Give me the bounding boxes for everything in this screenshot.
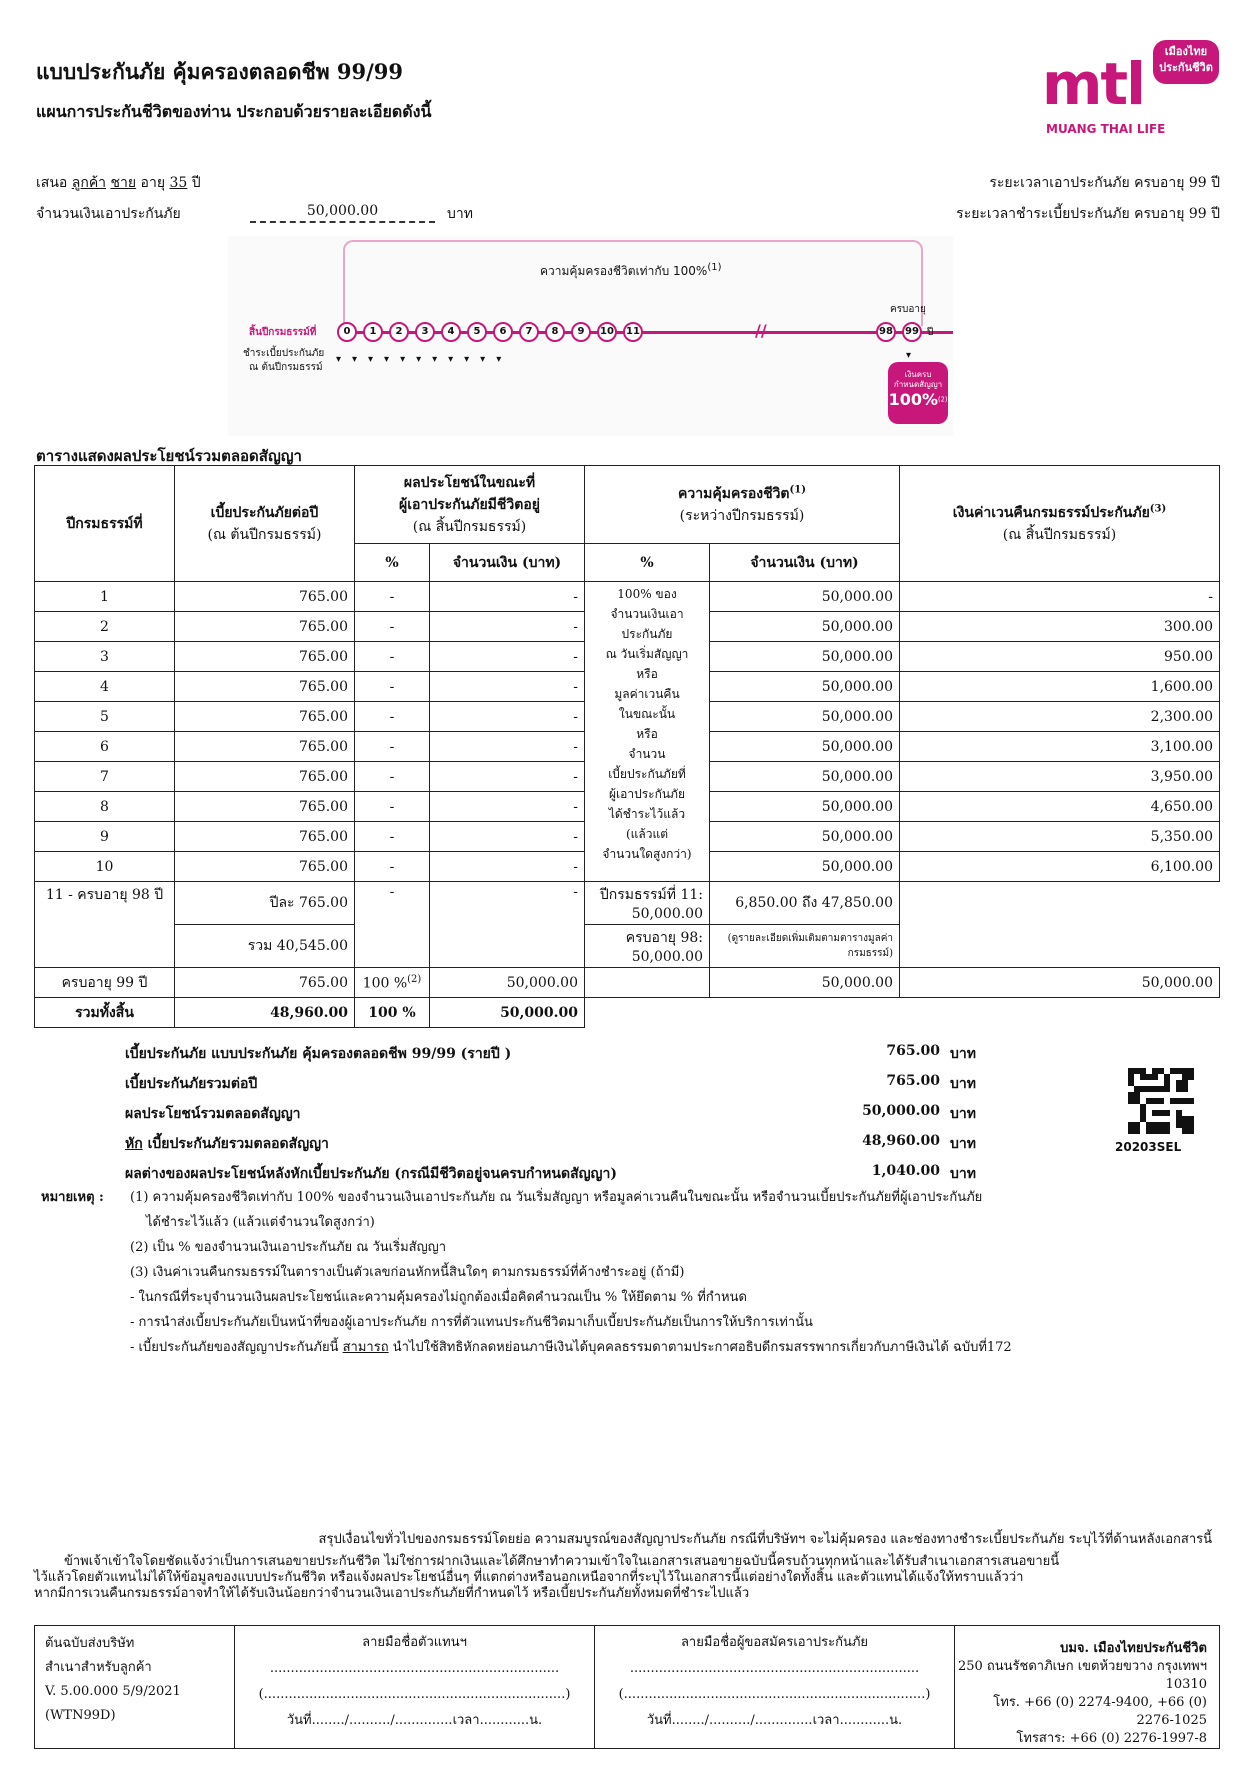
living-amount-cell: - bbox=[430, 762, 585, 792]
timeline-year-1: 1 bbox=[363, 322, 383, 342]
company-info: บมจ. เมืองไทยประกันชีวิต 250 ถนนรัชดาภิเษก เขตห้วยขวาง กรุงเทพฯ 10310 โทร. +66 (0) 2274-9400, +66 (0) 2276-1025 โทรสาร: +66 (0) 2276-1997-8 bbox=[957, 1641, 1207, 1746]
header-year: ปีกรมธรรม์ที่ bbox=[35, 466, 175, 582]
premium-arrows-icon: ▾▾▾▾▾▾▾▾▾▾▾ bbox=[336, 354, 513, 365]
cash-value-cell: 300.00 bbox=[900, 612, 1220, 642]
cover-amount-cell: 50,000.00 bbox=[710, 732, 900, 762]
maturity-premium: 765.00 bbox=[175, 968, 355, 998]
cover-amount-cell: 50,000.00 bbox=[710, 642, 900, 672]
living-pct-cell: - bbox=[355, 792, 430, 822]
timeline-year-8: 8 bbox=[545, 322, 565, 342]
brand-badge: เมืองไทย ประกันชีวิต bbox=[1153, 40, 1219, 84]
remark-2: (2) เป็น % ของจำนวนเงินเอาประกันภัย ณ วันเริ่มสัญญา bbox=[130, 1240, 447, 1255]
remark-bullet-1: - ในกรณีที่ระบุจำนวนเงินผลประโยชน์และความคุ้มครองไม่ถูกต้องเมื่อคิดคำนวณเป็น % ให้ยึดตาม % ที่กำหนด bbox=[130, 1290, 747, 1305]
summary-value: 48,960.00 bbox=[862, 1133, 940, 1149]
summary-label: ผลประโยชน์รวมตลอดสัญญา bbox=[125, 1106, 301, 1122]
range-cash-1: 6,850.00 ถึง 47,850.00 bbox=[710, 882, 900, 925]
signature-box bbox=[34, 1625, 1220, 1749]
coverage-bracket bbox=[343, 240, 923, 326]
premium-cell: 765.00 bbox=[175, 762, 355, 792]
summary-value: 1,040.00 bbox=[871, 1163, 940, 1179]
header-cover-pct: % bbox=[585, 544, 710, 582]
header-living-pct: % bbox=[355, 544, 430, 582]
cover-amount-cell: 50,000.00 bbox=[710, 672, 900, 702]
maturity-cover: 50,000.00 bbox=[710, 968, 900, 998]
cash-value-cell: 3,100.00 bbox=[900, 732, 1220, 762]
timeline-year-11: 11 bbox=[623, 322, 643, 342]
summary-value: 765.00 bbox=[886, 1073, 940, 1089]
living-amount-cell: - bbox=[430, 672, 585, 702]
living-pct-cell: - bbox=[355, 732, 430, 762]
timeline-year-7: 7 bbox=[519, 322, 539, 342]
sum-insured-unit: บาท bbox=[447, 206, 473, 222]
remarks-label: หมายเหตุ : bbox=[41, 1190, 104, 1205]
living-amount-cell: - bbox=[430, 612, 585, 642]
header-premium: เบี้ยประกันภัยต่อปี (ณ ต้นปีกรมธรรม์) bbox=[175, 466, 355, 582]
timeline-coverage-caption: ความคุ้มครองชีวิตเท่ากับ 100%$^{(1)}$ bbox=[540, 262, 722, 278]
timeline-year-9: 9 bbox=[571, 322, 591, 342]
year-cell: 8 bbox=[35, 792, 175, 822]
timeline-year-2: 2 bbox=[389, 322, 409, 342]
living-pct-cell: - bbox=[355, 672, 430, 702]
header-living-amount: จำนวนเงิน (บาท) bbox=[430, 544, 585, 582]
timeline-maturity-label: ครบอายุ bbox=[890, 304, 926, 315]
range-living-amount: - bbox=[430, 882, 585, 968]
living-amount-cell: - bbox=[430, 582, 585, 612]
total-premium: 48,960.00 bbox=[175, 998, 355, 1028]
summary-label: ผลต่างของผลประโยชน์หลังหักเบี้ยประกันภัย (กรณีมีชีวิตอยู่จนครบกำหนดสัญญา) bbox=[125, 1166, 617, 1182]
premium-cell: 765.00 bbox=[175, 702, 355, 732]
cash-value-cell: 950.00 bbox=[900, 642, 1220, 672]
cover-amount-cell: 50,000.00 bbox=[710, 582, 900, 612]
timeline-year-6: 6 bbox=[493, 322, 513, 342]
living-pct-cell: - bbox=[355, 852, 430, 882]
customer-age: 35 bbox=[169, 175, 188, 191]
offer-prefix: เสนอ bbox=[36, 175, 68, 191]
premium-cell: 765.00 bbox=[175, 672, 355, 702]
maturity-amount: 50,000.00 bbox=[430, 968, 585, 998]
cash-value-cell: 1,600.00 bbox=[900, 672, 1220, 702]
premium-period: ระยะเวลาชำระเบี้ยประกันภัย ครบอายุ 99 ปี bbox=[956, 206, 1220, 222]
disclaimer-p3: ไว้แล้วโดยตัวแทนไม่ได้ให้ข้อมูลของแบบประกันชีวิต หรือแจ้งผลประโยชน์อื่นๆ ที่แตกต่างหรือนอกเหนือจากที่ระบุไว้ในเอกสารนี้แต่อย่างใดทั้งสิ้น และตัวแทนได้แจ้งให้ทราบแล้วว่า bbox=[34, 1570, 1024, 1585]
premium-cell: 765.00 bbox=[175, 612, 355, 642]
range-cash-2: (ดูรายละเอียดเพิ่มเติมตามตารางมูลค่ากรมธรรม์) bbox=[710, 925, 900, 968]
range-year: 11 - ครบอายุ 98 ปี bbox=[35, 882, 175, 968]
coverage-note-cell: 100% ของ จำนวนเงินเอา ประกันภัย ณ วันเริ่มสัญญา หรือ มูลค่าเวนคืน ในขณะนั้น หรือ จำนวน เบี้ยประกันภัยที่ ผู้เอาประกันภัย ได้ชำระไว้แล้ว (แล้วแต่ จำนวนใดสูงกว่า) bbox=[585, 582, 710, 882]
premium-cell: 765.00 bbox=[175, 642, 355, 672]
living-pct-cell: - bbox=[355, 702, 430, 732]
year-cell: 1 bbox=[35, 582, 175, 612]
cash-value-cell: - bbox=[900, 582, 1220, 612]
timeline-premium-label-2: ณ ต้นปีกรมธรรม์ bbox=[249, 362, 323, 373]
premium-cell: 765.00 bbox=[175, 792, 355, 822]
timeline-premium-label-1: ชำระเบี้ยประกันภัย bbox=[243, 348, 325, 359]
living-pct-cell: - bbox=[355, 612, 430, 642]
agent-signature[interactable]: ลายมือชื่อตัวแทนฯ ...................................................................... (.........................................................................) วันที่......../........../..............เวลา............น. bbox=[235, 1626, 595, 1748]
disclaimer-p2: ข้าพเจ้าเข้าใจโดยชัดแจ้งว่าเป็นการเสนอขายประกันชีวิต ไม่ใช่การฝากเงินและได้ศึกษาทำความเข้าใจในเอกสารเสนอขายฉบับนี้ครบถ้วนทุกหน้าและได้รับสำเนาเอกสารเสนอขายนี้ bbox=[64, 1554, 1060, 1569]
timeline-year-3: 3 bbox=[415, 322, 435, 342]
living-pct-cell: - bbox=[355, 582, 430, 612]
sum-insured-label: จำนวนเงินเอาประกันภัย bbox=[36, 206, 181, 222]
cover-amount-cell: 50,000.00 bbox=[710, 822, 900, 852]
premium-cell: 765.00 bbox=[175, 822, 355, 852]
year-cell: 6 bbox=[35, 732, 175, 762]
maturity-cash: 50,000.00 bbox=[900, 968, 1220, 998]
summary-label: เบี้ยประกันภัยรวมต่อปี bbox=[125, 1076, 258, 1092]
coverage-period: ระยะเวลาเอาประกันภัย ครบอายุ 99 ปี bbox=[989, 175, 1220, 191]
header-living-benefit: ผลประโยชน์ในขณะที่ ผู้เอาประกันภัยมีชีวิตอยู่ (ณ สิ้นปีกรมธรรม์) bbox=[355, 466, 585, 544]
summary-unit: บาท bbox=[950, 1046, 976, 1062]
year-cell: 5 bbox=[35, 702, 175, 732]
cover-amount-cell: 50,000.00 bbox=[710, 762, 900, 792]
cover-amount-cell: 50,000.00 bbox=[710, 612, 900, 642]
total-amount: 50,000.00 bbox=[430, 998, 585, 1028]
range-premium-total: รวม 40,545.00 bbox=[175, 925, 355, 968]
remark-1b: ได้ชำระไว้แล้ว (แล้วแต่จำนวนใดสูงกว่า) bbox=[146, 1215, 375, 1230]
timeline-year-98: 98 bbox=[876, 322, 896, 342]
qr-code-icon bbox=[1128, 1068, 1194, 1134]
remark-bullet-2: - การนำส่งเบี้ยประกันภัยเป็นหน้าที่ของผู้เอาประกันภัย การที่ตัวแทนประกันชีวิตมาเก็บเบี้ยประกันภัยเป็นการให้บริการเท่านั้น bbox=[130, 1315, 813, 1330]
year-cell: 4 bbox=[35, 672, 175, 702]
summary-unit: บาท bbox=[950, 1166, 976, 1182]
summary-unit: บาท bbox=[950, 1106, 976, 1122]
total-pct: 100 % bbox=[355, 998, 430, 1028]
timeline-year-10: 10 bbox=[597, 322, 617, 342]
living-pct-cell: - bbox=[355, 642, 430, 672]
cover-amount-cell: 50,000.00 bbox=[710, 702, 900, 732]
timeline-year-label: สิ้นปีกรมธรรม์ที่ bbox=[249, 327, 317, 338]
timeline-year-5: 5 bbox=[467, 322, 487, 342]
table-row bbox=[35, 582, 1220, 612]
premium-cell: 765.00 bbox=[175, 732, 355, 762]
living-amount-cell: - bbox=[430, 732, 585, 762]
range-living-pct: - bbox=[355, 882, 430, 968]
sum-insured-amount: 50,000.00 bbox=[250, 203, 435, 223]
customer-gender: ชาย bbox=[110, 175, 137, 191]
cash-value-cell: 4,650.00 bbox=[900, 792, 1220, 822]
range-premium-annual: ปีละ 765.00 bbox=[175, 882, 355, 925]
remark-1a: (1) ความคุ้มครองชีวิตเท่ากับ 100% ของจำนวนเงินเอาประกันภัย ณ วันเริ่มสัญญา หรือมูลค่าเวนคืนในขณะนั้น หรือจำนวนเบี้ยประกันภัยที่ผู้เอาประกันภัย bbox=[130, 1190, 983, 1205]
summary-unit: บาท bbox=[950, 1076, 976, 1092]
age-label: อายุ bbox=[140, 175, 166, 191]
timeline-end-unit: ปี bbox=[927, 327, 934, 338]
disclaimer-p1: สรุปเงื่อนไขทั่วไปของกรมธรรม์โดยย่อ ความสมบูรณ์ของสัญญาประกันภัย กรณีที่บริษัทฯ จะไม่คุ้มครอง และช่องทางชำระเบี้ยประกันภัย ระบุไว้ที่ด้านหลังเอกสารนี้ bbox=[318, 1532, 1212, 1547]
living-amount-cell: - bbox=[430, 852, 585, 882]
proposal-offer bbox=[36, 172, 201, 194]
brand-tagline: MUANG THAI LIFE bbox=[1046, 122, 1166, 136]
benefit-table-title: ตารางแสดงผลประโยชน์รวมตลอดสัญญา bbox=[36, 447, 302, 465]
timeline-break-icon: // bbox=[755, 321, 767, 340]
living-pct-cell: - bbox=[355, 822, 430, 852]
living-amount-cell: - bbox=[430, 642, 585, 672]
age-unit: ปี bbox=[191, 175, 201, 191]
applicant-signature[interactable]: ลายมือชื่อผู้ขอสมัครเอาประกันภัย ...................................................................... (.........................................................................) วันที่......../........../..............เวลา............น. bbox=[595, 1626, 955, 1748]
benefit-table bbox=[34, 465, 1220, 1028]
summary-value: 765.00 bbox=[886, 1043, 940, 1059]
document-title: แบบประกันภัย คุ้มครองตลอดชีพ 99/99 bbox=[36, 59, 403, 84]
timeline-year-99: 99 bbox=[902, 322, 922, 342]
cash-value-cell: 2,300.00 bbox=[900, 702, 1220, 732]
summary-label: เบี้ยประกันภัย แบบประกันภัย คุ้มครองตลอดชีพ 99/99 (รายปี ) bbox=[125, 1046, 512, 1062]
year-cell: 9 bbox=[35, 822, 175, 852]
cash-value-cell: 5,350.00 bbox=[900, 822, 1220, 852]
summary-value: 50,000.00 bbox=[862, 1103, 940, 1119]
disclaimer-p4: หากมีการเวนคืนกรมธรรม์อาจทำให้ได้รับเงินน้อยกว่าจำนวนเงินเอาประกันภัยที่กำหนดไว้ หรือเบี้ยประกันภัยทั้งหมดที่ชำระไปแล้ว bbox=[34, 1586, 750, 1601]
living-pct-cell: - bbox=[355, 762, 430, 792]
maturity-pct: 100 %$^{(2)}$ bbox=[355, 968, 430, 998]
timeline-year-4: 4 bbox=[441, 322, 461, 342]
header-coverage: ความคุ้มครองชีวิต$^{(1)}$ (ระหว่างปีกรมธรรม์) bbox=[585, 466, 900, 544]
remark-3: (3) เงินค่าเวนคืนกรมธรรม์ในตารางเป็นตัวเลขก่อนหักหนี้สินใดๆ ตามกรมธรรม์ที่ค้างชำระอยู่ (ถ้ามี) bbox=[130, 1265, 685, 1280]
premium-cell: 765.00 bbox=[175, 852, 355, 882]
year-cell: 2 bbox=[35, 612, 175, 642]
customer-name: ลูกค้า bbox=[71, 175, 107, 191]
living-amount-cell: - bbox=[430, 702, 585, 732]
maturity-arrow-icon: ▾ bbox=[906, 350, 912, 361]
living-amount-cell: - bbox=[430, 822, 585, 852]
year-cell: 7 bbox=[35, 762, 175, 792]
total-label: รวมทั้งสิ้น bbox=[35, 998, 175, 1028]
living-amount-cell: - bbox=[430, 792, 585, 822]
disclaimer bbox=[34, 1532, 1220, 1602]
cover-amount-cell: 50,000.00 bbox=[710, 852, 900, 882]
document-subtitle: แผนการประกันชีวิตของท่าน ประกอบด้วยรายละเอียดดังนี้ bbox=[36, 102, 432, 121]
year-cell: 10 bbox=[35, 852, 175, 882]
brand-logo: mtl bbox=[1042, 50, 1145, 118]
cash-value-cell: 6,100.00 bbox=[900, 852, 1220, 882]
qr-code-text: 20203SEL bbox=[1115, 1140, 1182, 1154]
maturity-year: ครบอายุ 99 ปี bbox=[35, 968, 175, 998]
premium-cell: 765.00 bbox=[175, 582, 355, 612]
header-cover-amount: จำนวนเงิน (บาท) bbox=[710, 544, 900, 582]
maturity-payout: เงินครบ กำหนดสัญญา 100%$^{(2)}$ bbox=[888, 362, 948, 424]
timeline-year-0: 0 bbox=[337, 322, 357, 342]
maturity-cover-pct bbox=[585, 968, 710, 998]
range-cover-1: ปีกรมธรรม์ที่ 11: 50,000.00 bbox=[585, 882, 710, 925]
cash-value-cell: 3,950.00 bbox=[900, 762, 1220, 792]
header-cash-value: เงินค่าเวนคืนกรมธรรม์ประกันภัย$^{(3)}$ (ณ สิ้นปีกรมธรรม์) bbox=[900, 466, 1220, 582]
copy-info: ต้นฉบับส่งบริษัท สำเนาสำหรับลูกค้า V. 5.00.000 5/9/2021 (WTN99D) bbox=[35, 1626, 235, 1748]
remark-bullet-3: - เบี้ยประกันภัยของสัญญาประกันภัยนี้ สามารถ นำไปใช้สิทธิหักลดหย่อนภาษีเงินได้บุคคลธรรมดาตามประกาศอธิบดีกรมสรรพากรเกี่ยวกับภาษีเงินได้ ฉบับที่172 bbox=[130, 1340, 1012, 1355]
summary-unit: บาท bbox=[950, 1136, 976, 1152]
cover-amount-cell: 50,000.00 bbox=[710, 792, 900, 822]
year-cell: 3 bbox=[35, 642, 175, 672]
range-cover-2: ครบอายุ 98: 50,000.00 bbox=[585, 925, 710, 968]
summary-label: หัก เบี้ยประกันภัยรวมตลอดสัญญา bbox=[125, 1136, 329, 1152]
